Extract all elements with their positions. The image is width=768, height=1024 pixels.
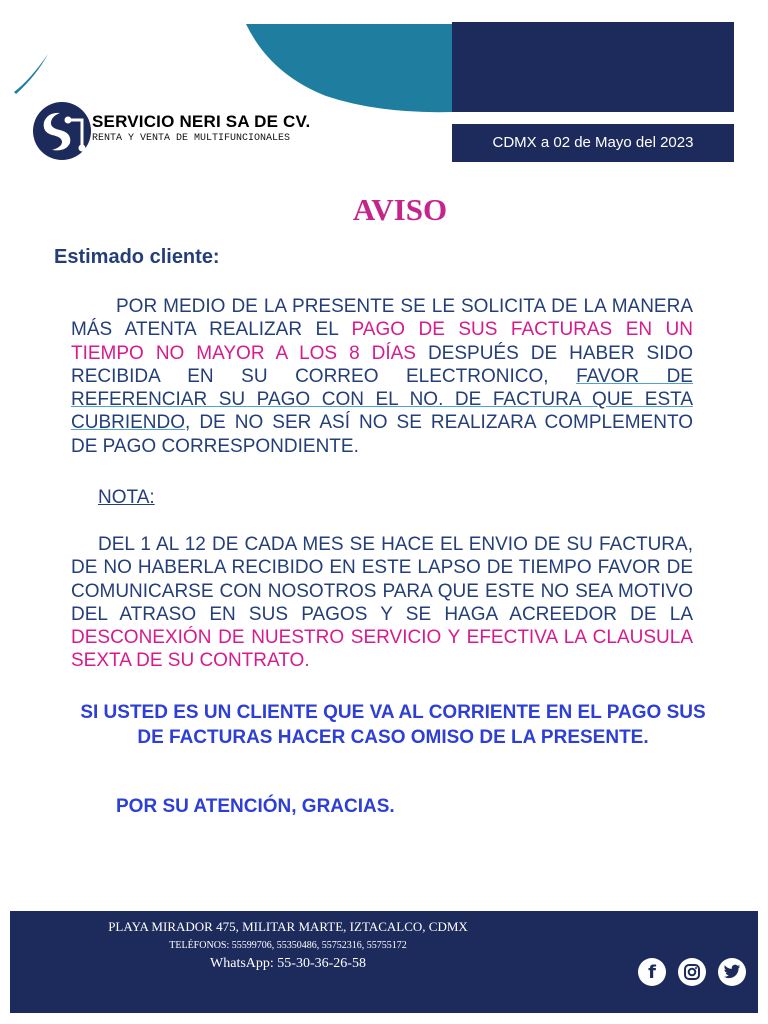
page-title: AVISO xyxy=(352,192,448,227)
company-name: SERVICIO NERI SA DE CV. xyxy=(92,112,311,131)
disconnection-warning-highlight: DESCONEXIÓN DE NUESTRO SERVICIO Y EFECTIVA LA CLAUSULA SEXTA DE SU CONTRATO. xyxy=(71,627,693,672)
paragraph-text: DESPUÉS DE HABER SIDO RECIBIDA EN SU CORREO ELECTRONICO, xyxy=(71,342,694,387)
footer-address: PLAYA MIRADOR 475, MILITAR MARTE, IZTACALCO, CDMX xyxy=(108,919,468,934)
header-color-block xyxy=(452,22,734,112)
on-time-client-notice: SI USTED ES UN CLIENTE QUE VA AL CORRIENTE EN EL PAGO SUS DE FACTURAS HACER CASO OMISO DE LA PRESENTE. xyxy=(80,702,706,748)
footer-whatsapp: WhatsApp: 55-30-36-26-58 xyxy=(210,956,366,971)
date-banner xyxy=(452,124,734,162)
company-tagline: RENTA Y VENTA DE MULTIFUNCIONALES xyxy=(92,133,291,144)
payment-deadline-highlight: PAGO DE SUS FACTURAS EN UN TIEMPO NO MAYOR A LOS 8 DÍAS xyxy=(71,319,693,364)
footer xyxy=(10,911,758,1013)
date-text: CDMX a 02 de Mayo del 2023 xyxy=(492,134,694,151)
payment-request-paragraph xyxy=(71,295,693,458)
greeting: Estimado cliente: xyxy=(54,246,220,268)
facebook-icon[interactable]: f xyxy=(638,958,666,986)
nota-label: NOTA: xyxy=(98,487,155,508)
reference-instruction: FAVOR DE REFERENCIAR SU PAGO CON EL NO. DE FACTURA QUE ESTA CUBRIENDO xyxy=(71,365,693,434)
sn-logo-icon xyxy=(32,100,92,162)
footer-phones: TELÉFONOS: 55599706, 55350486, 55752316, 55755172 xyxy=(169,940,407,951)
instagram-icon[interactable] xyxy=(678,958,706,986)
closing-thanks: POR SU ATENCIÓN, GRACIAS. xyxy=(116,796,395,817)
decorative-slash-shape xyxy=(10,50,54,96)
social-links xyxy=(638,958,746,986)
twitter-icon[interactable] xyxy=(718,958,746,986)
paragraph-text: DEL 1 AL 12 DE CADA MES SE HACE EL ENVIO DE SU FACTURA, DE NO HABERLA RECIBIDO EN ESTE LAPSO DE TIEMPO FAVOR DE COMUNICARSE CON NOSOTROS PARA QUE ESTE NO SEA MOTIVO DEL ATRASO EN SUS PAGOS Y SE HAGA ACREEDOR DE LA xyxy=(71,534,693,625)
decorative-wave-shape xyxy=(240,18,452,114)
paragraph-text: , DE NO SER ASÍ NO SE REALIZARA COMPLEMENTO DE PAGO CORRESPONDIENTE. xyxy=(71,412,693,457)
billing-schedule-paragraph xyxy=(71,533,693,673)
paragraph-text: POR MEDIO DE LA PRESENTE SE LE SOLICITA DE LA MANERA MÁS ATENTA REALIZAR EL xyxy=(71,296,693,341)
